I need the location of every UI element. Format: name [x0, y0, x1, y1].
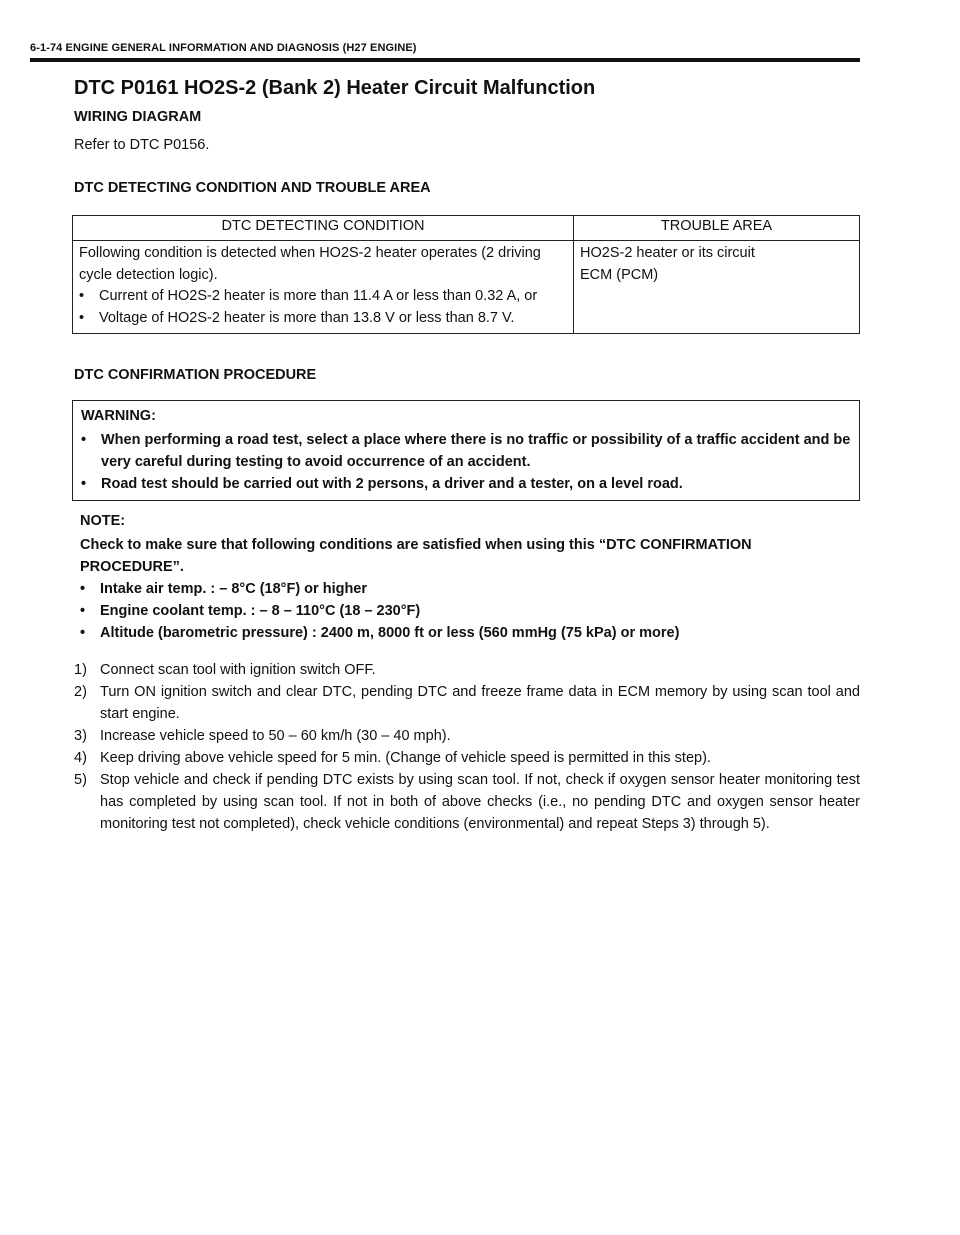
procedure-step — [74, 725, 860, 747]
step-text: Turn ON ignition switch and clear DTC, pending DTC and freeze frame data in ECM memory by using scan tool and start engine. — [100, 684, 860, 722]
step-number: 2) — [74, 684, 87, 700]
warning-item — [81, 473, 853, 495]
bullet-icon: • — [81, 432, 87, 448]
warning-box — [72, 400, 860, 501]
note-block — [80, 510, 856, 644]
procedure-step — [74, 681, 860, 725]
condition-item-text: Voltage of HO2S-2 heater is more than 13.8 V or less than 8.7 V. — [99, 309, 515, 326]
step-text: Stop vehicle and check if pending DTC exists by using scan tool. If not, check if oxygen sensor heater monitoring test has completed by using scan tool. If not in both of above checks (i.e., no pending DTC and oxygen sensor heater monitoring test not completed), check vehicle conditions (environmental) and repeat Steps 3) through 5). — [100, 772, 860, 832]
procedure-steps — [74, 659, 860, 835]
note-item-text: Intake air temp. : – 8°C (18°F) or higher — [100, 581, 368, 597]
warning-item-text: When performing a road test, select a place where there is no traffic or possibility of a traffic accident and be very careful during testing to avoid occurrence of an accident. — [101, 432, 851, 470]
header-rule — [30, 58, 860, 62]
step-number: 3) — [74, 728, 87, 744]
step-text: Keep driving above vehicle speed for 5 min. (Change of vehicle speed is permitted in this step). — [100, 750, 711, 766]
trouble-area-item: HO2S-2 heater or its circuit — [580, 245, 755, 261]
table-header-row — [73, 216, 860, 241]
note-item-text: Altitude (barometric pressure) : 2400 m, 8000 ft or less (560 mmHg (75 kPa) or more) — [100, 625, 680, 641]
condition-item-text: Current of HO2S-2 heater is more than 11.4 A or less than 0.32 A, or — [99, 288, 538, 304]
step-number: 5) — [74, 772, 87, 788]
step-text: Increase vehicle speed to 50 – 60 km/h (30 – 40 mph). — [100, 728, 451, 744]
bullet-icon: • — [80, 625, 86, 641]
detect-heading: DTC DETECTING CONDITION AND TROUBLE AREA — [74, 180, 431, 196]
column-header-trouble-area: TROUBLE AREA — [574, 216, 860, 241]
bullet-icon: • — [81, 476, 87, 492]
note-label: NOTE: — [80, 513, 126, 529]
warning-item-text: Road test should be carried out with 2 persons, a driver and a tester, on a level road. — [101, 476, 683, 492]
note-item-text: Engine coolant temp. : – 8 – 110°C (18 – 230°F) — [100, 603, 421, 619]
condition-cell — [73, 241, 574, 334]
warning-item — [81, 429, 853, 473]
note-item — [80, 578, 856, 600]
running-header: 6-1-74 ENGINE GENERAL INFORMATION AND DIAGNOSIS (H27 ENGINE) — [30, 42, 417, 54]
step-number: 4) — [74, 750, 87, 766]
bullet-icon: • — [79, 309, 85, 326]
warning-label: WARNING: — [81, 408, 156, 424]
step-number: 1) — [74, 662, 87, 678]
trouble-area-item: ECM (PCM) — [580, 266, 659, 283]
procedure-step — [74, 659, 860, 681]
table-row — [73, 241, 860, 334]
column-header-condition: DTC DETECTING CONDITION — [73, 216, 574, 241]
trouble-area-cell — [574, 241, 860, 334]
dtc-condition-table — [72, 215, 860, 334]
condition-intro: Following condition is detected when HO2S-2 heater operates (2 driving cycle detection logic). — [79, 245, 541, 283]
confirmation-heading: DTC CONFIRMATION PROCEDURE — [74, 367, 317, 383]
wiring-diagram-text: Refer to DTC P0156. — [74, 137, 210, 153]
note-item — [80, 622, 856, 644]
wiring-diagram-heading: WIRING DIAGRAM — [74, 109, 202, 125]
step-text: Connect scan tool with ignition switch OFF. — [100, 662, 376, 678]
bullet-icon: • — [80, 581, 86, 597]
procedure-step — [74, 747, 860, 769]
page-title: DTC P0161 HO2S-2 (Bank 2) Heater Circuit Malfunction — [74, 77, 596, 99]
condition-item — [79, 286, 567, 308]
condition-item — [79, 308, 567, 330]
note-text: Check to make sure that following conditions are satisfied when using this “DTC CONFIRMATION PROCEDURE”. — [80, 537, 752, 575]
procedure-step — [74, 769, 860, 835]
bullet-icon: • — [79, 288, 85, 304]
note-item — [80, 600, 856, 622]
bullet-icon: • — [80, 603, 86, 619]
